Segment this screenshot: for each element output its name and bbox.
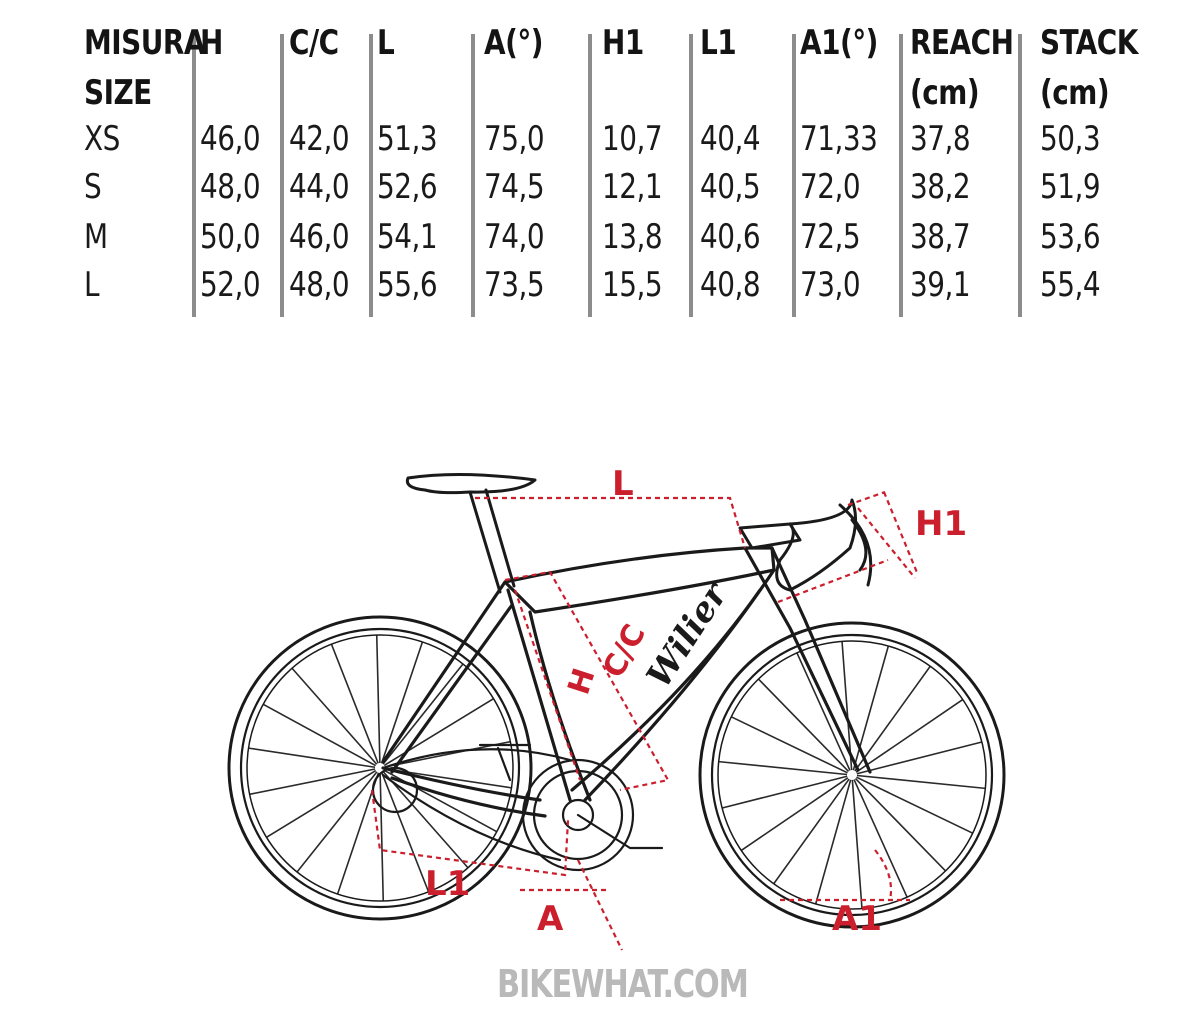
table-cell: 52,6	[377, 168, 438, 207]
table-cell: 38,2	[910, 168, 971, 207]
table-cell: 51,3	[377, 120, 438, 159]
a1-dimension-line	[780, 850, 910, 900]
column-header-h: H	[200, 24, 223, 63]
column-header-size: SIZE	[84, 74, 152, 113]
table-cell: 13,8	[602, 218, 663, 257]
spoke	[857, 742, 982, 774]
table-cell: 40,5	[700, 168, 761, 207]
table-cell: 46,0	[289, 218, 350, 257]
column-header-a1: A1(°)	[800, 24, 878, 63]
cc-label: C/C	[596, 618, 653, 684]
table-cell: 40,6	[700, 218, 761, 257]
spoke	[816, 780, 851, 904]
table-cell: 40,8	[700, 266, 761, 305]
column-header-reach: REACH	[910, 24, 1014, 63]
front-wheel	[700, 623, 1004, 927]
table-cell: 50,0	[200, 218, 261, 257]
front-wheel-spokes	[719, 641, 986, 908]
l-label: L	[612, 464, 634, 504]
table-cell: 74,0	[484, 218, 545, 257]
table-cell: 12,1	[602, 168, 663, 207]
l1-label: L1	[425, 864, 471, 904]
table-cell: 44,0	[289, 168, 350, 207]
table-cell: 15,5	[602, 266, 663, 305]
spoke	[855, 666, 930, 771]
column-header-reach: (cm)	[910, 74, 980, 113]
spoke	[380, 773, 383, 901]
watermark: BIKEWHAT.COM	[497, 962, 748, 1006]
spoke	[248, 748, 375, 767]
table-cell: 75,0	[484, 120, 545, 159]
table-cell: 72,5	[800, 218, 861, 257]
saddle	[407, 474, 535, 492]
l-dimension-line	[475, 498, 745, 548]
table-cell: 72,0	[800, 168, 861, 207]
spoke	[297, 772, 377, 872]
spoke	[292, 668, 377, 764]
column-header-stack: STACK	[1040, 24, 1138, 63]
spoke	[853, 646, 888, 770]
table-cell: 50,3	[1040, 120, 1101, 159]
column-header-a: A(°)	[484, 24, 544, 63]
table-cell: 40,4	[700, 120, 761, 159]
table-cell: 38,7	[910, 218, 971, 257]
a-label: A	[537, 899, 564, 939]
table-cell: 37,8	[910, 120, 971, 159]
rear-wheel	[229, 617, 531, 919]
table-cell: 55,6	[377, 266, 438, 305]
table-cell: 10,7	[602, 120, 663, 159]
seatpost	[470, 490, 514, 592]
table-cell: 55,4	[1040, 266, 1101, 305]
spoke	[383, 664, 463, 764]
size-cell: S	[84, 168, 102, 207]
h1-label: H1	[915, 504, 968, 544]
table-cell: 52,0	[200, 266, 261, 305]
column-header-l1: L1	[700, 24, 737, 63]
table-cell: 73,0	[800, 266, 861, 305]
table-cell: 48,0	[200, 168, 261, 207]
spoke	[852, 780, 862, 909]
a-dimension-line	[520, 860, 622, 950]
table-cell: 42,0	[289, 120, 350, 159]
rear-wheel-spokes	[248, 635, 511, 901]
size-cell: XS	[84, 120, 120, 159]
table-cell: 39,1	[910, 266, 971, 305]
h-label: H	[561, 664, 603, 699]
table-cell: 71,33	[800, 120, 878, 159]
size-cell: M	[84, 218, 108, 257]
column-header-cc: C/C	[289, 24, 339, 63]
table-cell: 53,6	[1040, 218, 1101, 257]
size-cell: L	[84, 266, 100, 305]
a1-label: A1	[832, 899, 882, 939]
table-cell: 74,5	[484, 168, 545, 207]
table-cell: 51,9	[1040, 168, 1101, 207]
table-cell: 73,5	[484, 266, 545, 305]
table-cell: 46,0	[200, 120, 261, 159]
column-header-size: MISURA	[84, 24, 205, 63]
spoke	[741, 778, 848, 851]
spoke	[774, 779, 849, 884]
spoke	[722, 776, 847, 808]
table-cell: 48,0	[289, 266, 350, 305]
spoke	[855, 779, 945, 871]
column-header-stack: (cm)	[1040, 74, 1110, 113]
spoke	[856, 700, 963, 773]
column-header-l: L	[377, 24, 395, 63]
table-cell: 54,1	[377, 218, 438, 257]
column-header-h1: H1	[602, 24, 644, 63]
spoke	[377, 635, 380, 763]
wilier-logo: Wilier	[639, 575, 736, 695]
